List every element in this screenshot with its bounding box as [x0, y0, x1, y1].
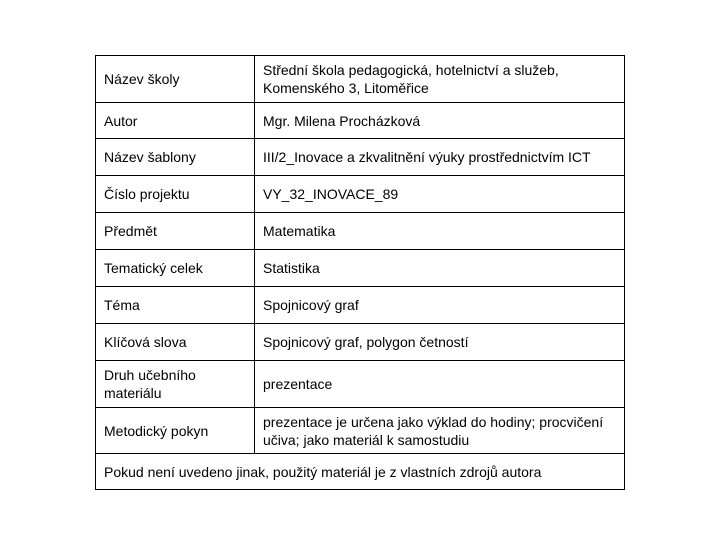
table-row — [96, 139, 625, 176]
table-row — [96, 408, 625, 454]
row-value: Mgr. Milena Procházková — [255, 103, 625, 139]
row-value: Matematika — [255, 213, 625, 250]
row-label: Název šablony — [96, 139, 255, 176]
row-value: prezentace — [255, 361, 625, 408]
row-value: Střední škola pedagogická, hotelnictví a služeb, Komenského 3, Litoměřice — [255, 56, 625, 103]
row-value: VY_32_INOVACE_89 — [255, 176, 625, 213]
row-label: Číslo projektu — [96, 176, 255, 213]
row-label: Klíčová slova — [96, 324, 255, 361]
row-label: Autor — [96, 103, 255, 139]
row-value: prezentace je určena jako výklad do hodiny; procvičení učiva; jako materiál k samostudiu — [255, 408, 625, 454]
row-label: Druh učebního materiálu — [96, 361, 255, 408]
row-value: Statistika — [255, 250, 625, 287]
table-row — [96, 213, 625, 250]
row-label: Téma — [96, 287, 255, 324]
row-label: Název školy — [96, 56, 255, 103]
row-label: Tematický celek — [96, 250, 255, 287]
row-label: Předmět — [96, 213, 255, 250]
table-row — [96, 103, 625, 139]
row-value: Spojnicový graf, polygon četností — [255, 324, 625, 361]
footer-note: Pokud není uvedeno jinak, použitý materiál je z vlastních zdrojů autora — [96, 454, 625, 490]
table-row — [96, 324, 625, 361]
table-row — [96, 176, 625, 213]
metadata-table — [95, 55, 625, 490]
row-label: Metodický pokyn — [96, 408, 255, 454]
row-value: III/2_Inovace a zkvalitnění výuky prostřednictvím ICT — [255, 139, 625, 176]
row-value: Spojnicový graf — [255, 287, 625, 324]
table-row — [96, 361, 625, 408]
footer-row — [96, 454, 625, 490]
table-row — [96, 250, 625, 287]
table-row — [96, 56, 625, 103]
table-row — [96, 287, 625, 324]
